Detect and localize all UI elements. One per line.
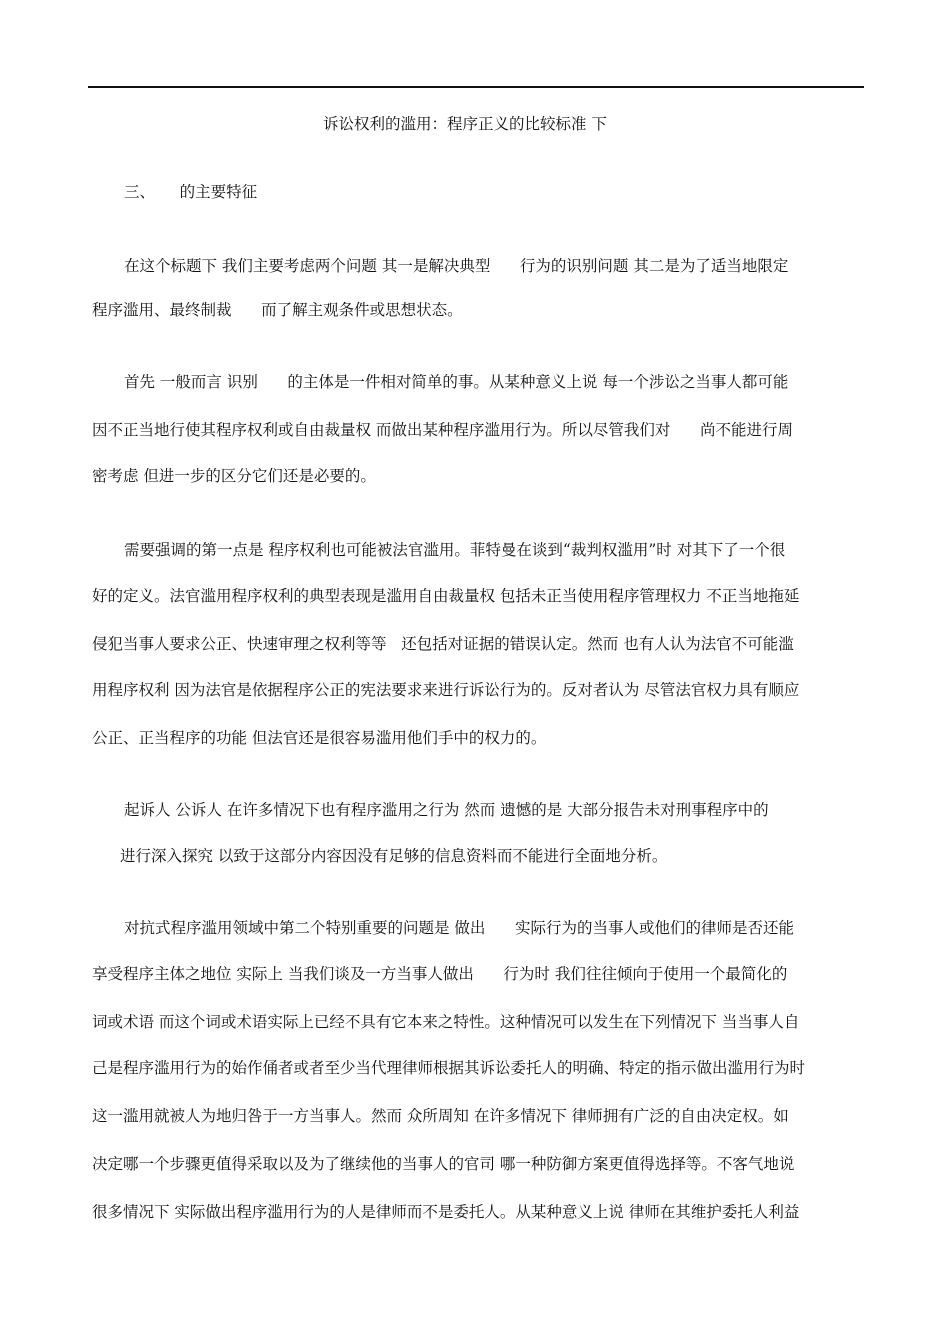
paragraph-5-line-4: 己是程序滥用行为的始作俑者或者至少当代理律师根据其诉讼委托人的明确、特定的指示做出滥用行为时 — [92, 1059, 806, 1077]
document-title: 诉讼权利的滥用：程序正义的比较标准 下 — [323, 115, 607, 133]
paragraph-3-line-5: 公正、正当程序的功能 但法官还是很容易滥用他们手中的权力的。 — [92, 729, 547, 747]
paragraph-3-line-4: 用程序权利 因为法官是依据程序公正的宪法要求来进行诉讼行为的。反对者认为 尽管法官权力具有顺应 — [92, 681, 800, 699]
paragraph-3-line-3: 侵犯当事人要求公正、快速审理之权利等等 还包括对证据的错误认定。然而 也有人认为法官不可能滥 — [92, 635, 794, 653]
paragraph-2-line-1: 首先 一般而言 识别 的主体是一件相对简单的事。从某种意义上说 每一个涉讼之当事人都可能 — [124, 373, 789, 391]
paragraph-5-line-2: 享受程序主体之地位 实际上 当我们谈及一方当事人做出 行为时 我们往往倾向于使用一个最简化的 — [92, 965, 788, 983]
paragraph-2-line-3: 密考虑 但进一步的区分它们还是必要的。 — [92, 467, 376, 485]
paragraph-3-line-1: 需要强调的第一点是 程序权利也可能被法官滥用。菲特曼在谈到“裁判权滥用”时 对其下了一个很 — [124, 541, 786, 559]
header-rule — [88, 86, 864, 88]
paragraph-3-line-2: 好的定义。法官滥用程序权利的典型表现是滥用自由裁量权 包括未正当使用程序管理权力 不正当地拖延 — [92, 587, 800, 605]
paragraph-1-line-1: 在这个标题下 我们主要考虑两个问题 其一是解决典型 行为的识别问题 其二是为了适当地限定 — [124, 257, 789, 275]
paragraph-5-line-3: 词或术语 而这个词或术语实际上已经不具有它本来之特性。这种情况可以发生在下列情况下 当当事人自 — [92, 1013, 800, 1031]
section-heading: 三、 的主要特征 — [124, 183, 258, 201]
paragraph-4-line-1: 起诉人 公诉人 在许多情况下也有程序滥用之行为 然而 遗憾的是 大部分报告未对刑事程序中的 — [124, 801, 769, 819]
paragraph-4-line-2: 进行深入探究 以致于这部分内容因没有足够的信息资料而不能进行全面地分析。 — [120, 847, 668, 865]
paragraph-5-line-6: 决定哪一个步骤更值得采取以及为了继续他的当事人的官司 哪一种防御方案更值得选择等。不客气地说 — [92, 1155, 795, 1173]
paragraph-5-line-1: 对抗式程序滥用领域中第二个特别重要的问题是 做出 实际行为的当事人或他们的律师是否还能 — [124, 919, 794, 937]
paragraph-5-line-7: 很多情况下 实际做出程序滥用行为的人是律师而不是委托人。从某种意义上说 律师在其维护委托人利益 — [92, 1203, 800, 1221]
paragraph-1-line-2: 程序滥用、最终制裁 而了解主观条件或思想状态。 — [92, 301, 463, 319]
paragraph-5-line-5: 这一滥用就被人为地归咎于一方当事人。然而 众所周知 在许多情况下 律师拥有广泛的自由决定权。如 — [92, 1107, 789, 1125]
paragraph-2-line-2: 因不正当地行使其程序权利或自由裁量权 而做出某种程序滥用行为。所以尽管我们对 尚不能进行周 — [92, 421, 793, 439]
